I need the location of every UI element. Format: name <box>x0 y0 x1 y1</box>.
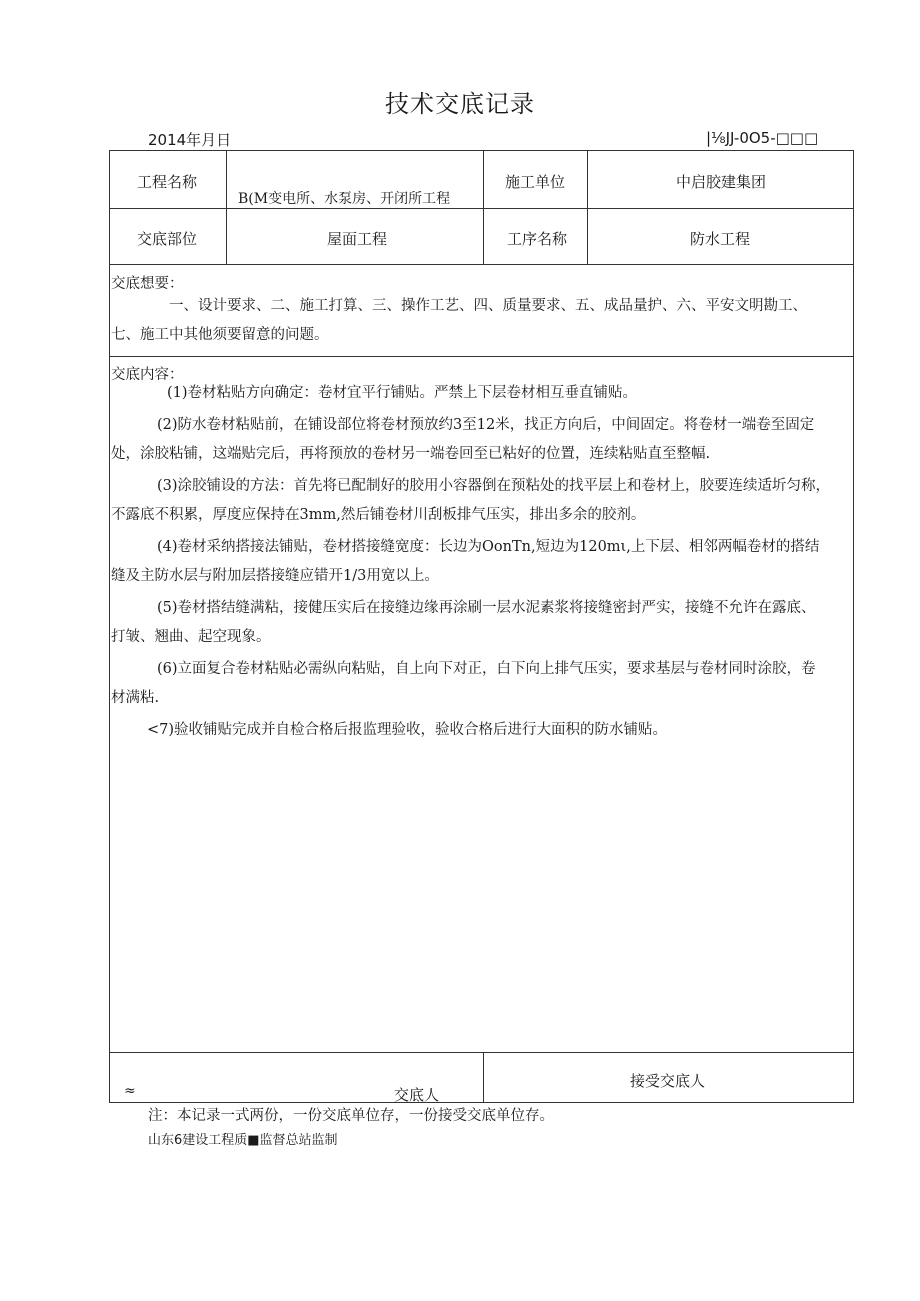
row-divider <box>109 264 854 265</box>
issuer-line: 山东6建设工程质■监督总站监制 <box>148 1133 338 1148</box>
part-label: 交底部位 <box>137 230 198 248</box>
content-item-4: (4)卷材采纳搭接法铺贴，卷材搭接缝宽度：长边为OonTn,短边为120mι,上下层、相邻两幅卷材的搭结 <box>157 539 820 555</box>
content-item-2: (2)防水卷材粘贴前，在铺设部位将卷材预放约3至12米，找正方向后，中间固定。将卷材一端卷至固定 <box>157 417 815 433</box>
summary-line: 一、设计要求、二、施工打算、三、操作工艺、四、质量要求、五、成品量护、六、平安文明勘工、 <box>169 298 807 314</box>
content-item-7: <7)验收铺贴完成并自检合格后报监理验收，验收合格后进行大面积的防水铺贴。 <box>147 722 668 738</box>
col-divider <box>587 150 588 264</box>
content-item-5: (5)卷材搭结缝满粘，接健压实后在接缝边缘再涂刷一层水泥素浆将接缝密封严实，接缝不允许在露底、 <box>157 600 816 616</box>
content-text <box>111 379 851 745</box>
construction-unit-label: 施工单位 <box>505 173 566 191</box>
content-item-1: (1)卷材粘贴方向确定：卷材宜平行铺贴。严禁上下层卷材相互垂直铺贴。 <box>167 385 638 401</box>
document-title: 技术交底记录 <box>385 90 535 118</box>
record-code: |⅛JJ-0O5-□□□ <box>706 129 819 147</box>
row-divider <box>109 356 854 357</box>
footer-note: 注：本记录一式两份，一份交底单位存，一份接受交底单位存。 <box>148 1108 554 1124</box>
content-item-2-cont: 处，涂胶粘铺，这端贴完后，再将预放的卷材另一端卷回至已粘好的位置，连续粘贴直至整幅. <box>111 446 711 462</box>
row-divider <box>109 208 854 209</box>
process-label: 工序名称 <box>507 230 568 248</box>
summary-text <box>111 292 851 350</box>
receiver-label: 接受交底人 <box>630 1072 706 1090</box>
record-date: 2014年月日 <box>148 131 232 149</box>
content-label: 交底内容： <box>111 367 184 383</box>
col-divider <box>226 150 227 264</box>
part-value: 屋面工程 <box>327 230 388 248</box>
content-item-3-cont: 不露底不积累，厚度应保持在3mm,然后铺卷材川刮板排气压实，排出多余的胶剂。 <box>111 507 646 523</box>
giver-label: 交底人 <box>394 1086 440 1104</box>
construction-unit-value: 中启胶建集团 <box>676 173 767 191</box>
summary-label: 交底想要： <box>111 276 184 292</box>
col-divider <box>483 150 484 264</box>
project-name-label: 工程名称 <box>137 173 198 191</box>
content-item-3: (3)涂胶铺设的方法：首先将已配制好的胶用小容器倒在预粘处的找平层上和卷材上，胶要连续适圻匀称， <box>157 478 831 494</box>
project-name-value: B(M变电所、水泵房、开闭所工程 <box>238 191 451 207</box>
content-item-4-cont: 缝及主防水层与附加层搭接缝应错开1/3用宽以上。 <box>111 568 439 584</box>
summary-line: 七、施工中其他须要留意的问题。 <box>111 327 329 343</box>
signature-mark: ≈ <box>124 1083 136 1099</box>
col-divider <box>483 1052 484 1103</box>
content-item-5-cont: 打皱、翘曲、起空现象。 <box>111 629 271 645</box>
content-item-6-cont: 材满粘. <box>111 690 160 706</box>
process-value: 防水工程 <box>690 230 751 248</box>
content-item-6: (6)立面复合卷材粘贴必需纵向粘贴，自上向下对正，白下向上排气压实，要求基层与卷材同时涂胶，卷 <box>157 661 816 677</box>
row-divider <box>109 1052 854 1053</box>
